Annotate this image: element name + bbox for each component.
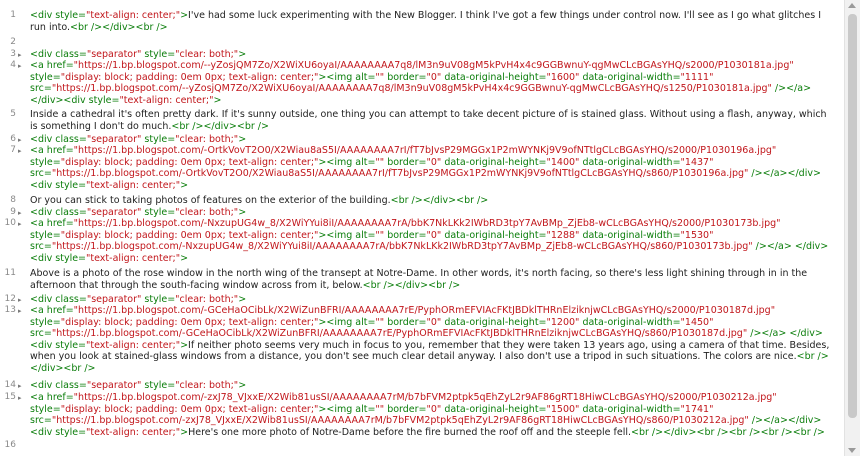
- line-number: 15: [4, 392, 16, 402]
- code-text[interactable]: <a href="https://1.bp.blogspot.com/-OrtkVovT2O0/X2Wiau8aS5I/AAAAAAAA7rI/fT7bJvsP29MGGx1P2mWYNKj9V9ofNTtlgCLcBGAsYHQ/s2000/P1030196a.jpg" style="display: block; padding: 0em 0px; text-align: center;"><img alt="" border="0" data-original-height="1400" data-original-width="1437" src="https://1.bp.blogspot.com/-OrtkVovT2O0/X2Wiau8aS5I/AAAAAAAA7rI/fT7bJvsP29MGGx1P2mWYNKj9V9ofNTtlgCLcBGAsYHQ/s860/P1030196a.jpg" /></a></div><div style="text-align: center;">: [30, 145, 821, 191]
- line-number: 16: [4, 440, 16, 450]
- line-number: 3: [10, 49, 16, 59]
- code-text[interactable]: <div class="separator" style="clear: both;">: [30, 294, 247, 305]
- code-text[interactable]: <div class="separator" style="clear: both;">: [30, 207, 247, 218]
- vertical-scrollbar[interactable]: [844, 0, 860, 456]
- fold-arrow-icon[interactable]: ▸: [18, 136, 22, 144]
- fold-arrow-icon[interactable]: ▸: [18, 147, 22, 155]
- fold-arrow-icon[interactable]: ▸: [18, 51, 22, 59]
- line-number: 13: [4, 305, 16, 315]
- scroll-up-arrow-icon[interactable]: [848, 3, 856, 8]
- fold-arrow-icon[interactable]: ▸: [18, 296, 22, 304]
- fold-arrow-icon[interactable]: ▸: [18, 307, 22, 315]
- line-number: 1: [10, 10, 16, 20]
- line-number: 6: [10, 134, 16, 144]
- code-text[interactable]: <a href="https://1.bp.blogspot.com/--yZosjQM7Zo/X2WiXU6oyaI/AAAAAAAA7q8/lM3n9uV08gM5kPvH4x4c9GGBwnuY-qgMwCLcBGAsYHQ/s2000/P1030181a.jpg" style="display: block; padding: 0em 0px; text-align: center;"><img alt="" border="0" data-original-height="1600" data-original-width="1111" src="https://1.bp.blogspot.com/--yZosjQM7Zo/X2WiXU6oyaI/AAAAAAAA7q8/lM3n9uV08gM5kPvH4x4c9GGBwnuY-qgMwCLcBGAsYHQ/s1250/P1030181a.jpg" /></a> </div><div style="text-align: center;">: [30, 60, 812, 106]
- code-text[interactable]: Inside a cathedral it's often pretty dark. If it's sunny outside, one thing you can attempt to take decent picture of is stained glass. Without using a flash, anyway, which is something I don't do much.<br /></div><br />: [30, 109, 827, 132]
- line-number: 12: [4, 294, 16, 304]
- code-text[interactable]: <div class="separator" style="clear: both;">: [30, 49, 247, 60]
- code-text[interactable]: <a href="https://1.bp.blogspot.com/-NxzupUG4w_8/X2WiYYui8iI/AAAAAAAA7rA/bbK7NkLKk2IWbRD3tpY7AvBMp_ZjEb8-wCLcBGAsYHQ/s2000/P1030173b.jpg" style="display: block; padding: 0em 0px; text-align: center;"><img alt="" border="0" data-original-height="1288" data-original-width="1530" src="https://1.bp.blogspot.com/-NxzupUG4w_8/X2WiYYui8iI/AAAAAAAA7rA/bbK7NkLKk2IWbRD3tpY7AvBMp_ZjEb8-wCLcBGAsYHQ/s860/P1030173b.jpg" /></a> </div><div style="text-align: center;">: [30, 218, 829, 264]
- code-text[interactable]: <div style="text-align: center;">I've had some luck experimenting with the New Blogger. I think I've got a few things under control now. I'll see as I go what glitches I run into.<br /></div><br />: [30, 10, 821, 33]
- line-number: 2: [10, 37, 16, 47]
- fold-arrow-icon[interactable]: ▸: [18, 209, 22, 217]
- scroll-down-arrow-icon[interactable]: [848, 448, 856, 453]
- code-text[interactable]: <div class="separator" style="clear: both;">: [30, 134, 247, 145]
- scrollbar-thumb[interactable]: [848, 14, 857, 418]
- code-text[interactable]: Or you can stick to taking photos of features on the exterior of the building.<br /></div><br />: [30, 195, 489, 206]
- line-number: 5: [10, 109, 16, 119]
- fold-arrow-icon[interactable]: ▸: [18, 62, 22, 70]
- code-text[interactable]: <a href="https://1.bp.blogspot.com/-zxJ78_VJxxE/X2Wib81usSI/AAAAAAAA7rM/b7bFVM2ptpk5qEhZyL2r9AF86gRT18HiwCLcBGAsYHQ/s2000/P1030212a.jpg" style="display: block; padding: 0em 0px; text-align: center;"><img alt="" border="0" data-original-height="1500" data-original-width="1741" src="https://1.bp.blogspot.com/-zxJ78_VJxxE/X2Wib81usSI/AAAAAAAA7rM/b7bFVM2ptpk5qEhZyL2r9AF86gRT18HiwCLcBGAsYHQ/s860/P1030212a.jpg" /></a></div><div style="text-align: center;">Here's one more photo of Notre-Dame before the fire burned the roof off and the steeple fell.<br /></div><br /><br /><br /><br />: [30, 392, 825, 438]
- line-number: 7: [10, 145, 16, 155]
- fold-arrow-icon[interactable]: ▸: [18, 220, 22, 228]
- code-text[interactable]: Above is a photo of the rose window in the north wing of the transept at Notre-Dame. In other words, it's north facing, so there's less light shining through in in the afternoon that through the south-facing window across from it, below.<br /></div><br />: [30, 268, 808, 291]
- fold-arrow-icon[interactable]: ▸: [18, 394, 22, 402]
- line-number: 11: [4, 268, 16, 278]
- line-number: 9: [10, 207, 16, 217]
- line-number: 14: [4, 380, 16, 390]
- code-text[interactable]: <div class="separator" style="clear: both;">: [30, 380, 247, 391]
- fold-arrow-icon[interactable]: ▸: [18, 382, 22, 390]
- line-number: 10: [4, 218, 16, 228]
- line-number: 4: [10, 60, 16, 70]
- line-number: 8: [10, 195, 16, 205]
- code-text[interactable]: <a href="https://1.bp.blogspot.com/-GCeHaOCibLk/X2WiZunBFRI/AAAAAAAA7rE/PyphORmEFVIAcFKtJBDklTHRnElziknjwCLcBGAsYHQ/s2000/P1030187d.jpg" style="display: block; padding: 0em 0px; text-align: center;"><img alt="" border="0" data-original-height="1200" data-original-width="1450" src="https://1.bp.blogspot.com/-GCeHaOCibLk/X2WiZunBFRI/AAAAAAAA7rE/PyphORmEFVIAcFKtJBDklTHRnElziknjwCLcBGAsYHQ/s860/P1030187d.jpg" /></a> </div><div style="text-align: center;">If neither photo seems very much in focus to you, remember that they were taken 13 years ago, using a camera of that time. Besides, when you look at stained-glass windows from a distance, you don't see much clear detail anyway. I also don't use a tripod in such situations. The colors are nice.<br /></div><br />: [30, 305, 830, 374]
